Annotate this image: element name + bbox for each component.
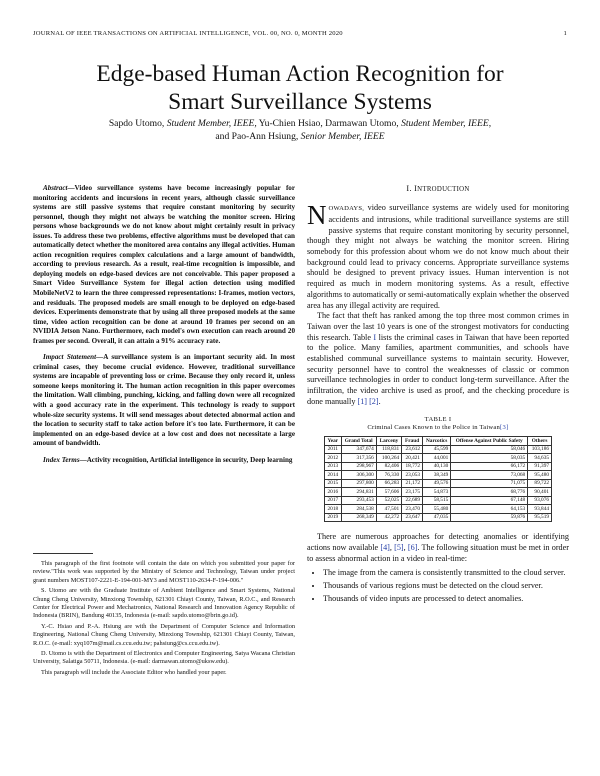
table-cell: 68,776	[451, 488, 528, 496]
list-item: • Thousands of video inputs are processed to detect anomalies.	[323, 594, 569, 605]
paper-title	[33, 60, 567, 116]
table-cell: 91,397	[528, 462, 552, 470]
table-cell: 306,300	[341, 471, 376, 479]
table-cell: 47,035	[423, 513, 451, 521]
journal-name: JOURNAL OF IEEE TRANSACTIONS ON ARTIFICIAL INTELLIGENCE, VOL. 00, NO. 0, MONTH 2020	[33, 30, 343, 37]
table-header-cell: Larceny	[376, 437, 401, 445]
footnote-divider	[33, 553, 93, 554]
table-cell: 2019	[325, 513, 342, 521]
intro-p3-text-b: . The following situation must be met in order to assess abnormal action in a video in real-time:	[307, 542, 569, 563]
author-1-role: Student Member, IEEE,	[166, 118, 257, 129]
table-cell: 2017	[325, 496, 342, 504]
table-cell: 23,175	[402, 488, 423, 496]
intro-p3-text-a: There are numerous approaches for detecting anomalies or identifying actions now available	[307, 532, 569, 552]
table-cell: 23,612	[402, 445, 423, 453]
intro-paragraph-2: The fact that theft has ranked among the top three most common crimes in Taiwan over the last 10 years is one of the strongest motivators for conducting this research. Table I lists the criminal cases in Taiwan that have been reported to the police. Many families, apartment communities, and schools have established communal surveillance systems to maintain security. However, security personnel have to control the weaknesses of classic or common surveillance technologies in order to conduct long-term surveillance. After the infiltration, the video archive is used as proof, and the checking procedure is done manually [1] [2].	[307, 311, 570, 406]
table-header-cell: Offense Against Public Safety	[451, 437, 528, 445]
table-cell: 58,035	[451, 454, 528, 462]
table-cell: 2012	[325, 454, 342, 462]
table-cell: 317,356	[341, 454, 376, 462]
author-2: Yu-Chien Hsiao, Darmawan Utomo,	[258, 118, 399, 129]
table-cell: 90,401	[528, 488, 552, 496]
author-list	[33, 117, 567, 143]
citation-1-link[interactable]: [1]	[357, 396, 368, 406]
citation-2-link[interactable]: [2]	[369, 396, 379, 406]
list-item: • Thousands of various regions must be detected on the cloud server.	[323, 581, 569, 592]
intro-paragraph-1	[307, 200, 569, 311]
table-cell: 93,076	[528, 496, 552, 504]
table-cell: 38,349	[423, 471, 451, 479]
table-cell: 2016	[325, 488, 342, 496]
index-terms	[33, 456, 295, 466]
table-label: TABLE I	[424, 415, 452, 423]
table-row	[325, 513, 552, 521]
table-header-cell: Others	[528, 437, 552, 445]
table-cell: 2015	[325, 479, 342, 487]
table-cell: 298,967	[341, 462, 376, 470]
table-cell: 67,148	[451, 496, 528, 504]
table-title: Criminal Cases Known to the Police in Taiwan	[367, 423, 500, 431]
table-cell: 45,599	[423, 445, 451, 453]
table-caption	[307, 416, 569, 433]
abstract-text: —Video surveillance systems have become increasingly popular for monitoring accidents and incursions in recent years, although classic surveillance systems are still passive systems that require constant monitoring by security personnel, though they might not always be watching the monitor screen. Hiring persons whose backgrounds we do not know about might certainly result in privacy issues. To address these two problems, effective algorithms must be developed that can automatically detect whether the monitored area contains any illegal activities. Human action recognition requires complex calculations and a large amount of bandwidth, according to previous research. As a result, real-time recognition is impossible, and deploying models on edge-based devices are not conceivable. This paper proposed a Smart Video Surveillance System for illegal action detection using modified MobileNetV2 to learn the three compressed representations: I-frames, motion vectors, and residuals. The proposed models are small enough to be deployed on edge-based devices. Experiments demonstrate that by using all three proposed models at the same time, video action recognition can be done at around 10 frames per second on an NVIDIA Jetson Nano. Furthermore, each model's own execution can reach around 20 frames per second. Overall, it can attain a 91% accuracy rate.	[33, 184, 295, 345]
table-row	[325, 462, 552, 470]
table-cell: 66,172	[451, 462, 528, 470]
impact-lead: Impact Statement	[43, 353, 97, 362]
author-3: and Pao-Ann Hsiung,	[215, 131, 299, 142]
intro-p1-text: video surveillance systems are widely used for monitoring accidents and intrusions, while traditional surveillance systems are still passive systems that require constant monitoring by security personnel, though they might not always be watching the monitor screen. Hiring somebody for this profession about whom we do not know much about their background could lead to privacy concerns. Appropriate surveillance systems should be designed to prevent privacy issues. Human intervention is not required as much in modern monitoring systems. As a result, effective algorithms to automatically or semi-automatically explain whether the observed area has any illegal activity are required.	[307, 203, 569, 310]
footnote-5: This paragraph will include the Associate Editor who handled your paper.	[41, 668, 227, 676]
table-cell: 347,674	[341, 445, 376, 453]
table-cell: 23,647	[402, 513, 423, 521]
table-cell: 297,800	[341, 479, 376, 487]
citation-5-link[interactable]: [5]	[394, 542, 404, 552]
table-cell: 57,606	[376, 488, 401, 496]
table-cell: 89,722	[528, 479, 552, 487]
index-terms-text: —Activity recognition, Artificial intelligence in security, Deep learning	[79, 455, 293, 464]
abstract-lead: Abstract	[43, 184, 68, 192]
list-item: • The image from the camera is consistently transmitted to the cloud server.	[323, 568, 569, 579]
table-cell: 118,831	[376, 445, 401, 453]
citation-6-link[interactable]: [6]	[407, 542, 418, 552]
table-header-cell: Narcotics	[423, 437, 451, 445]
table-cell: 82,406	[376, 462, 401, 470]
drop-cap: N	[307, 200, 327, 231]
table-cell: 40,130	[423, 462, 451, 470]
table-cell: 95,480	[528, 471, 552, 479]
table-cell: 42,272	[376, 513, 401, 521]
table-cell: 18,772	[402, 462, 423, 470]
table-row	[325, 454, 552, 462]
footnote-4: D. Utomo is with the Department of Electronics and Computer Engineering, Satya Wacana Christian University, Salatiga 50711, Indonesia. (e-mail: darmawan.utomo@uksw.edu).	[33, 650, 295, 666]
table-row	[325, 505, 552, 513]
table-row	[325, 496, 552, 504]
table-cell: 294,831	[341, 488, 376, 496]
section-heading-prefix: I. I	[406, 184, 418, 193]
table-header-row	[325, 437, 552, 445]
table-cell: 47,501	[376, 505, 401, 513]
footnote-2: S. Utomo are with the Graduate Institute of Ambient Intelligence and Smart Systems, National Chung Cheng University, Minxiong Township, 621301 Chiayi County, Taiwan, R.O.C., and Research Center for Electrical Power and Mechatronics, National Research and Innovation Agency Republic of Indonesia (BRIN), Bandung 40135, Indonesia (e-mail: sapdo.utomo@brin.go.id).	[33, 587, 295, 620]
table-cell: 66,283	[376, 479, 401, 487]
requirements-list	[307, 568, 569, 604]
title-line-1: Edge-based Human Action Recognition for	[96, 61, 504, 87]
table-cell: 95,519	[528, 513, 552, 521]
intro-p2-text-a: The fact that theft has ranked among the top three most common crimes in Taiwan over the last 10 years is one of the strongest motivators for conducting this research. Table	[307, 311, 569, 342]
footnote-3: Y.-C. Hsiao and P.-A. Hsiung are with the Department of Computer Science and Information Engineering, National Chung Cheng University, Minxiong Township, 621301 Chiayi County, Taiwan, R.O.C. (e-mail: xyq107m@mail.cs.ccu.edu.tw; pahsiung@cs.ccu.edu.tw).	[33, 622, 295, 647]
page-number: 1	[563, 30, 567, 37]
table-cell: 54,873	[423, 488, 451, 496]
author-1: Sapdo Utomo,	[108, 118, 165, 129]
table-cell: 23,053	[402, 471, 423, 479]
table-cell: 2013	[325, 462, 342, 470]
index-terms-lead: Index Terms	[43, 455, 80, 464]
table-cell: 268,349	[341, 513, 376, 521]
table-ref-link[interactable]: I	[373, 332, 377, 342]
table-cell: 49,576	[423, 479, 451, 487]
table-header-cell: Grand Total	[341, 437, 376, 445]
left-column	[33, 184, 295, 465]
table-cell: 55,480	[423, 505, 451, 513]
table-cell: 59,876	[451, 513, 528, 521]
criminal-cases-table	[324, 436, 552, 522]
section-heading-rest: NTRODUCTION	[417, 186, 470, 193]
table-header-cell: Year	[325, 437, 342, 445]
table-cell: 100,264	[376, 454, 401, 462]
table-cell: 21,172	[402, 479, 423, 487]
table-cell: 2011	[325, 445, 342, 453]
table-cell: 44,001	[423, 454, 451, 462]
footnotes	[33, 560, 295, 679]
table-cell: 71,075	[451, 479, 528, 487]
table-cell: 293,453	[341, 496, 376, 504]
impact-statement	[33, 353, 295, 448]
table-cell: 64,153	[451, 505, 528, 513]
right-column	[307, 184, 569, 606]
table-cell: 284,538	[341, 505, 376, 513]
intro-paragraph-3: There are numerous approaches for detecting anomalies or identifying actions now available [4], [5], [6]. The following situation must be met in order to assess abnormal action in a video in real-time:	[307, 532, 569, 563]
table-cell: 58,046	[451, 445, 528, 453]
citation-4-link[interactable]: [4]	[380, 542, 390, 552]
table-cell: 22,689	[402, 496, 423, 504]
table-cell: 2014	[325, 471, 342, 479]
title-line-2: Smart Surveillance Systems	[168, 89, 432, 115]
lead-small-caps: OWADAYS,	[328, 205, 365, 213]
table-cell: 103,186	[528, 445, 552, 453]
table-cell: 20,421	[402, 454, 423, 462]
table-cell: 93,844	[528, 505, 552, 513]
table-header-cell: Fraud	[402, 437, 423, 445]
author-3-role: Senior Member, IEEE	[300, 131, 385, 142]
impact-text: —A surveillance system is an important security aid. In most criminal cases, they become crucial evidence. However, traditional surveillance systems are incapable of preventing loss or crime. Because they only record it, unless someone keeps monitoring it. The human action recognition in this paper overcomes the limitation. Wall climbing, punching, kicking, and falling down were all recognized with a good accuracy rate in the experiment. This technology is ready to support whole-size security systems. It will send messages about detected abnormal action and the location to security staff to take action before it's too late. Furthermore, it can be implemented on an edge-based device at a low cost and does not necessitate a large amount of bandwidth.	[33, 353, 295, 448]
table-cell: 58,515	[423, 496, 451, 504]
table-cell: 52,025	[376, 496, 401, 504]
table-cell: 2018	[325, 505, 342, 513]
table-row	[325, 488, 552, 496]
table-row	[325, 445, 552, 453]
abstract	[33, 184, 295, 346]
author-2-role: Student Member, IEEE,	[401, 118, 492, 129]
running-header	[33, 30, 567, 37]
table-cell: 73,068	[451, 471, 528, 479]
table-cell: 76,330	[376, 471, 401, 479]
table-row	[325, 471, 552, 479]
table-row	[325, 479, 552, 487]
intro-p2-text-b: lists the criminal cases in Taiwan that have been reported to the police. Many families, apartment communities, and schools have established communal surveillance systems to maintain security. However, security personnel have to control the weaknesses of classic or common surveillance technologies in order to conduct long-term surveillance. After the infiltration, the video archive is used as proof, and the checking procedure is done manually	[307, 332, 570, 406]
table-cell: 94,635	[528, 454, 552, 462]
table-cell: 23,470	[402, 505, 423, 513]
table-citation-link[interactable]: [3]	[499, 423, 509, 431]
footnote-1: This paragraph of the first footnote will contain the date on which you submitted your paper for review."This work was supported by the Ministry of Science and Technology, Taiwan under project grant numbers MOST107-2221-E-194-001-MY3 and MOST110-2634-F-194-006."	[33, 560, 295, 584]
section-heading-introduction	[307, 184, 569, 195]
